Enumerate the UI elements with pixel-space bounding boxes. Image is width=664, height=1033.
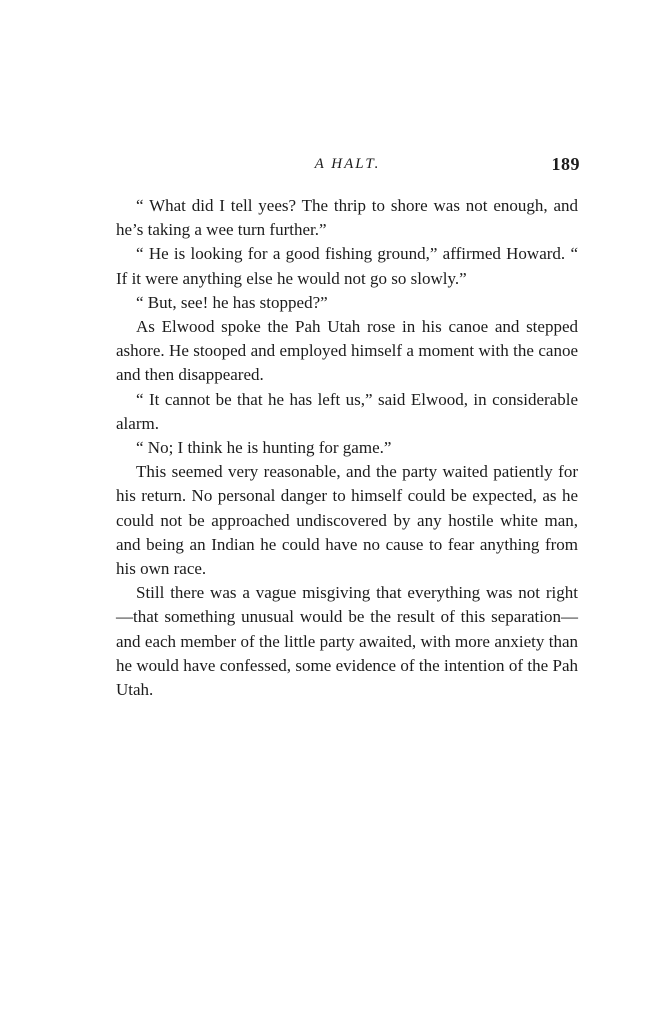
running-title: A HALT. bbox=[314, 156, 381, 172]
paragraph: “ No; I think he is hunting for game.” bbox=[136, 438, 392, 458]
paragraph: “ What did I tell yees? The thrip to shore was not enough, and he’s taking a wee turn further.” bbox=[116, 196, 578, 240]
paragraph: “ But, see! he has stopped?” bbox=[136, 292, 328, 312]
paragraph: “ It cannot be that he has left us,” said Elwood, in considerable alarm. bbox=[116, 389, 578, 433]
running-head bbox=[115, 154, 580, 178]
paragraph: Still there was a vague misgiving that everything was not right—that something unusual would be the result of this separation—and each member of the little party awaited, with more anxiety than he would have confessed, some evidence of the intention of the Pah Utah. bbox=[116, 583, 578, 700]
paragraph: As Elwood spoke the Pah Utah rose in his canoe and stepped ashore. He stooped and employed himself a moment with the canoe and then disappeared. bbox=[116, 317, 578, 385]
body-text bbox=[116, 194, 578, 702]
page-number: 189 bbox=[551, 154, 580, 174]
paragraph: “ He is looking for a good fishing ground,” affirmed Howard. “ If it were anything else he would not go so slowly.” bbox=[116, 244, 578, 288]
paragraph: This seemed very reasonable, and the party waited patiently for his return. No personal danger to himself could be expected, as he could not be approached undiscovered by any hostile white man, and being an Indian he could have no cause to fear anything from his own race. bbox=[116, 462, 578, 579]
